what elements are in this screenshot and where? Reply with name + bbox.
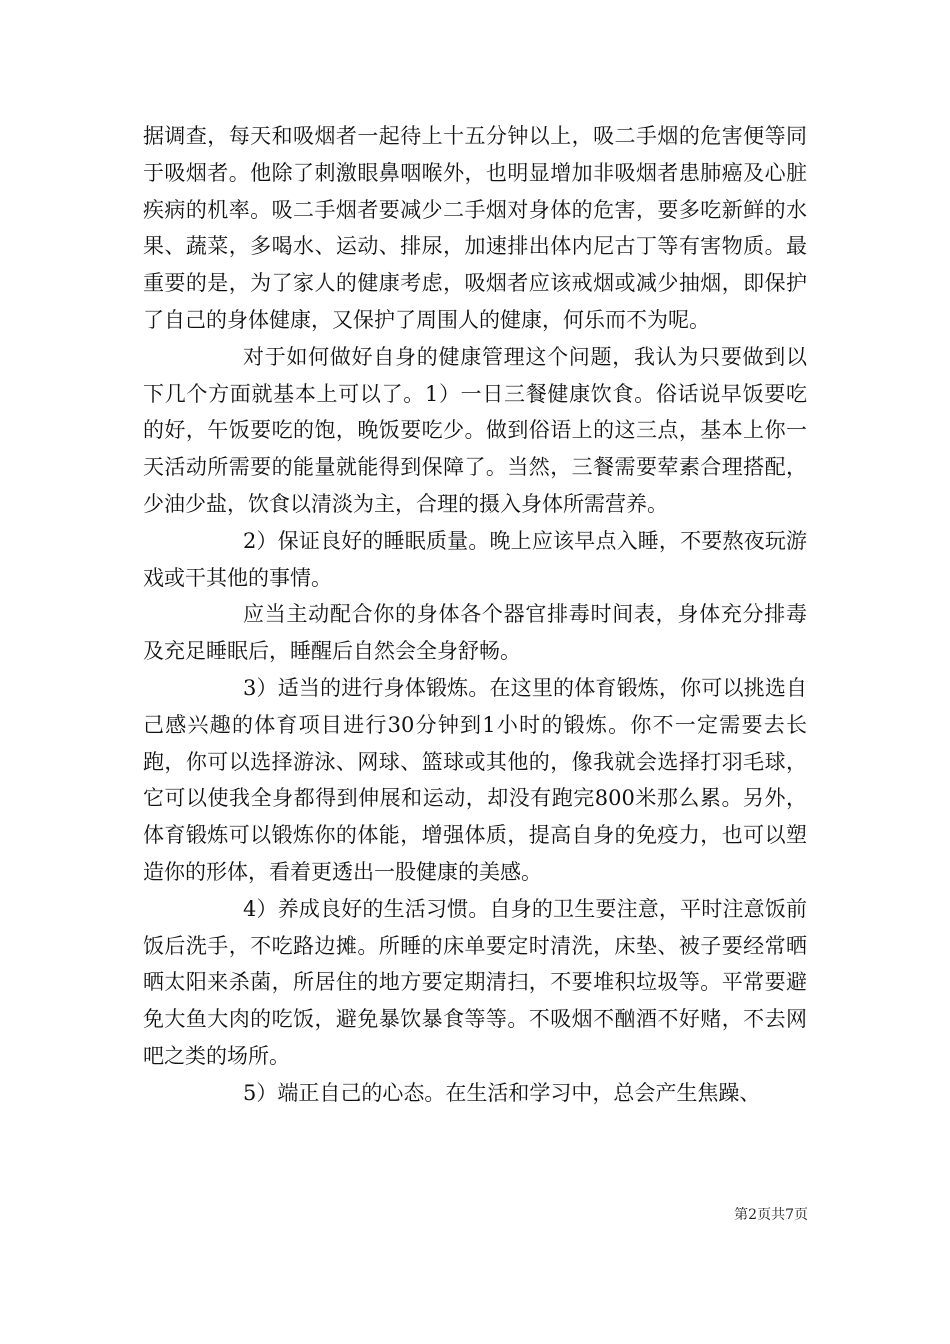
body-text bbox=[143, 118, 807, 1112]
paragraph-detox-schedule: 应当主动配合你的身体各个器官排毒时间表，身体充分排毒及充足睡眠后，睡醒后自然会全身舒畅。 bbox=[143, 602, 807, 664]
page-number: 第2页共7页 bbox=[734, 1207, 808, 1223]
paragraph-living-habits: 4）养成良好的生活习惯。自身的卫生要注意，平时注意饭前饭后洗手，不吃路边摊。所睡的床单要定时清洗，床垫、被子要经常晒晒太阳来杀菌，所居住的地方要定期清扫，不要堆积垃圾等。平常要避免大鱼大肉的吃饭，避免暴饮暴食等等。不吸烟不酗酒不好赌，不去网吧之类的场所。 bbox=[143, 896, 807, 1068]
paragraph-sleep-quality: 2）保证良好的睡眠质量。晚上应该早点入睡，不要熬夜玩游戏或干其他的事情。 bbox=[143, 528, 807, 590]
paragraph-exercise: 3）适当的进行身体锻炼。在这里的体育锻炼，你可以挑选自己感兴趣的体育项目进行30分钟到1小时的锻炼。你不一定需要去长跑，你可以选择游泳、网球、篮球或其他的，像我就会选择打羽毛球，它可以使我全身都得到伸展和运动，却没有跑完800米那么累。另外，体育锻炼可以锻炼你的体能，增强体质，提高自身的免疫力，也可以塑造你的形体，看着更透出一股健康的美感。 bbox=[143, 675, 807, 884]
paragraph-mindset: 5）端正自己的心态。在生活和学习中，总会产生焦躁、 bbox=[243, 1080, 761, 1105]
paragraph-secondhand-smoke: 据调查，每天和吸烟者一起待上十五分钟以上，吸二手烟的危害便等同于吸烟者。他除了刺激眼鼻咽喉外，也明显增加非吸烟者患肺癌及心脏疾病的机率。吸二手烟者要减少二手烟对身体的危害，要多吃新鲜的水果、蔬菜，多喝水、运动、排尿，加速排出体内尼古丁等有害物质。最重要的是，为了家人的健康考虑，吸烟者应该戒烟或减少抽烟，即保护了自己的身体健康，又保护了周围人的健康，何乐而不为呢。 bbox=[143, 124, 807, 332]
paragraph-health-management: 对于如何做好自身的健康管理这个问题，我认为只要做到以下几个方面就基本上可以了。1）一日三餐健康饮食。俗话说早饭要吃的好，午饭要吃的饱，晚饭要吃少。做到俗语上的这三点，基本上你一天活动所需要的能量就能得到保障了。当然，三餐需要荤素合理搭配，少油少盐，饮食以清淡为主，合理的摄入身体所需营养。 bbox=[143, 344, 807, 516]
